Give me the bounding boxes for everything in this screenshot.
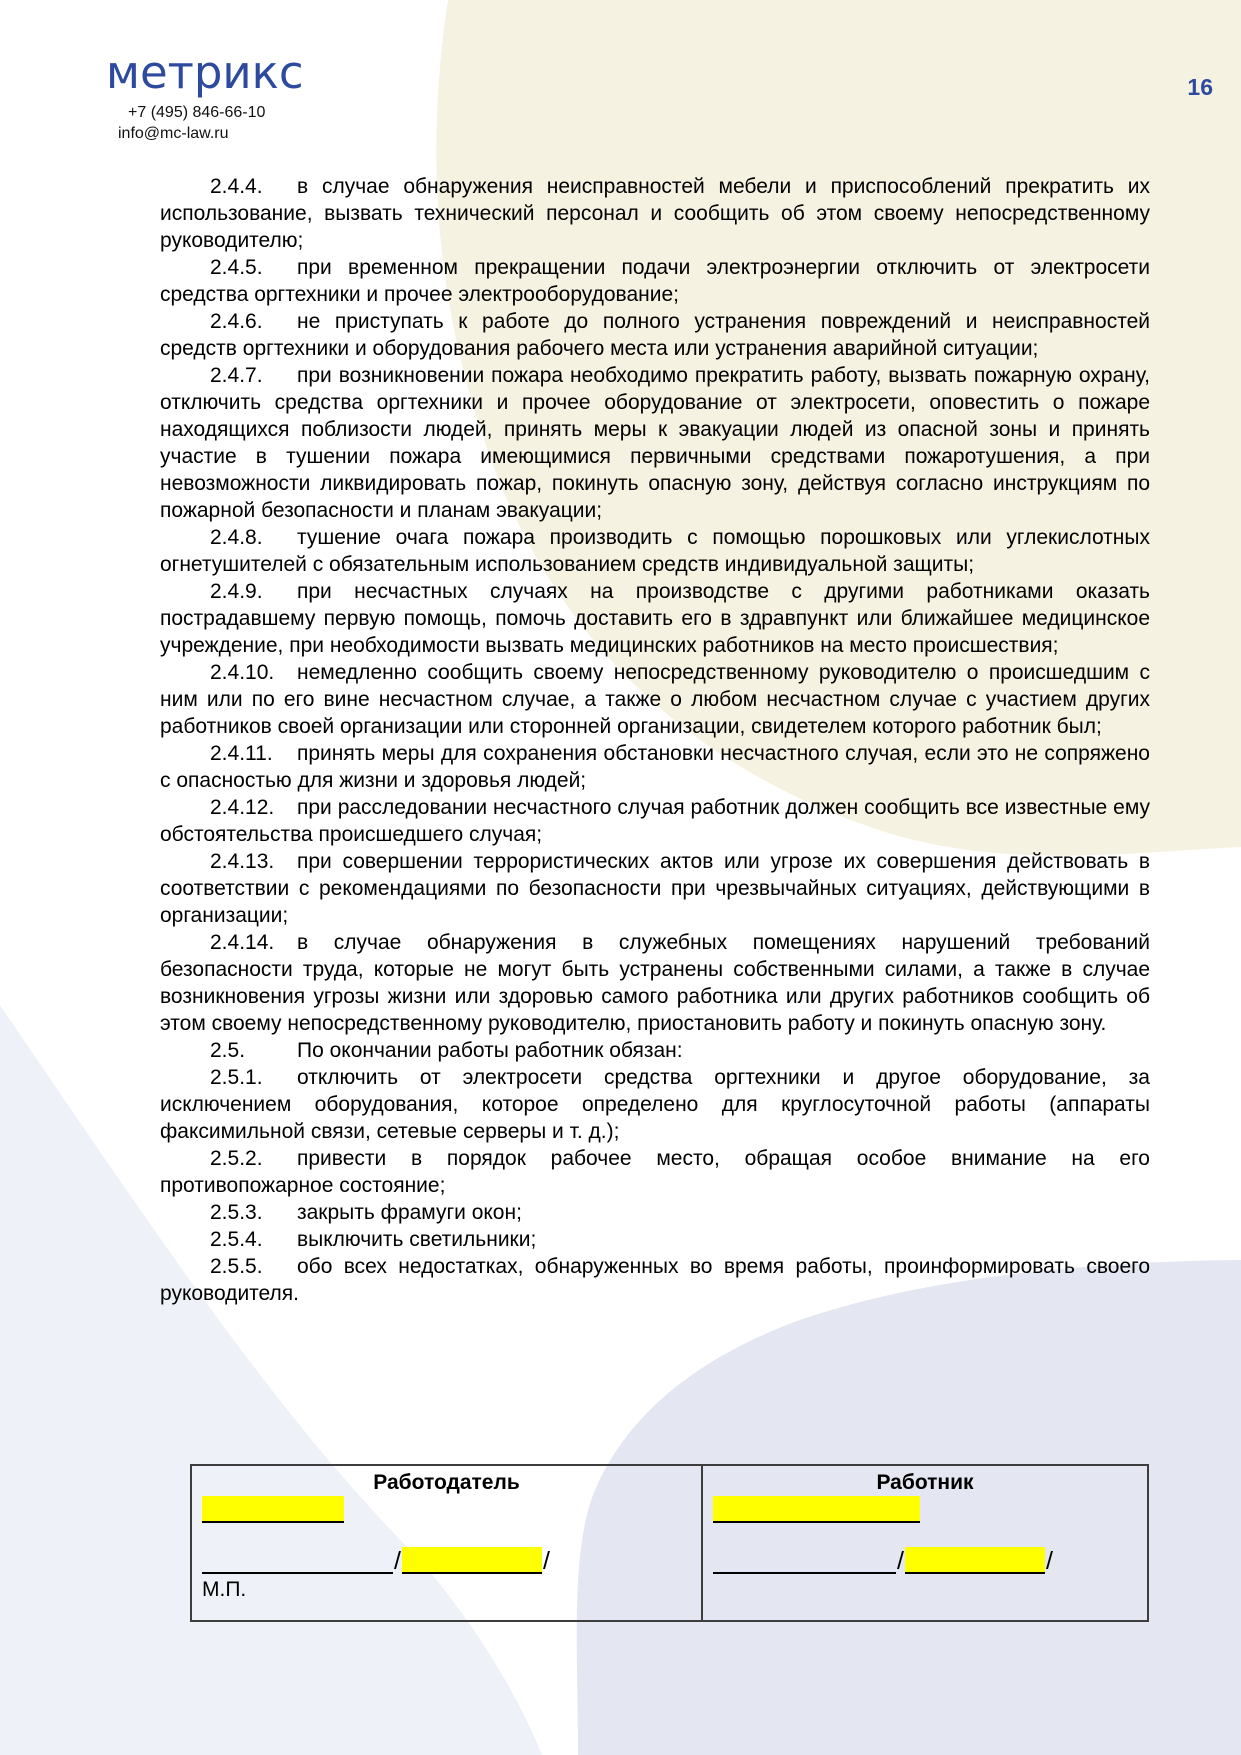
employee-fio-highlight-field[interactable] [905, 1547, 1045, 1574]
paragraph [160, 308, 1150, 362]
page-number: 16 [1187, 74, 1213, 100]
employee-signature-cell [703, 1466, 1147, 1620]
paragraph [160, 1199, 1150, 1226]
seal-label: М.П. [202, 1578, 247, 1601]
paragraph-text: обо всех недостатках, обнаруженных во время работы, проинформировать своего руководителя. [160, 1255, 1150, 1305]
paragraph-text: немедленно сообщить своему непосредственному руководителю о происшедшим с ним или по его вине несчастном случае, а также о любом несчастном случае с участием других работников своей организации или сторонней организации, свидетелем которого работник был; [160, 661, 1150, 738]
paragraph-number: 2.4.4. [210, 175, 263, 198]
paragraph-number: 2.5.4. [210, 1228, 263, 1251]
paragraph-text: при несчастных случаях на производстве с другими работниками оказать пострадавшему первую помощь, помочь доставить его в здравпункт или ближайшее медицинское учреждение, при необходимости вызвать медицинских работников на место происшествия; [160, 580, 1150, 657]
paragraph-number: 2.4.6. [210, 310, 263, 333]
paragraph-number: 2.4.14. [210, 931, 275, 954]
paragraph-number: 2.4.9. [210, 580, 263, 603]
paragraph-text: закрыть фрамуги окон; [297, 1201, 522, 1224]
paragraph-text: тушение очага пожара производить с помощью порошковых или углекислотных огнетушителей с обязательным использованием средств индивидуальной защиты; [160, 526, 1150, 576]
signature-table [190, 1464, 1149, 1622]
employer-signature-cell [192, 1466, 703, 1620]
paragraph-number: 2.5. [210, 1039, 246, 1062]
paragraph [160, 848, 1150, 929]
paragraph-number: 2.4.8. [210, 526, 263, 549]
paragraph [160, 740, 1150, 794]
brand-contact-block [118, 102, 265, 144]
paragraph-number: 2.4.11. [210, 742, 273, 765]
paragraph [160, 1037, 1150, 1064]
paragraph-text: отключить от электросети средства оргтехники и другое оборудование, за исключением оборудования, которое определено для круглосуточной работы (аппараты факсимильной связи, сетевые серверы и т. д.); [160, 1066, 1150, 1143]
employer-cell-title: Работодатель [373, 1471, 520, 1494]
paragraph-text: привести в порядок рабочее место, обращая особое внимание на его противопожарное состояние; [160, 1147, 1150, 1197]
paragraph-number: 2.4.7. [210, 364, 263, 387]
brand-logo: метрикс [106, 46, 304, 99]
employer-fio-highlight-field[interactable] [402, 1547, 542, 1574]
paragraph [160, 1226, 1150, 1253]
paragraph-text: в случае обнаружения неисправностей мебели и приспособлений прекратить их использование, вызвать технический персонал и сообщить об этом своему непосредственному руководителю; [160, 175, 1150, 252]
paragraph-text: не приступать к работе до полного устранения повреждений и неисправностей средств оргтехники и оборудования рабочего места или устранения аварийной ситуации; [160, 310, 1150, 360]
paragraph-text: при временном прекращении подачи электроэнергии отключить от электросети средства оргтехники и прочее электрооборудование; [160, 256, 1150, 306]
paragraph [160, 362, 1150, 524]
paragraph [160, 1064, 1150, 1145]
paragraph-text: принять меры для сохранения обстановки несчастного случая, если это не сопряжено с опасностью для жизни и здоровья людей; [160, 742, 1150, 792]
paragraph-number: 2.5.2. [210, 1147, 263, 1170]
employee-signature-row [713, 1545, 1147, 1574]
paragraph-text: при совершении террористических актов или угрозе их совершения действовать в соответствии с рекомендациями по безопасности при чрезвычайных ситуациях, действующими в организации; [160, 850, 1150, 927]
employer-name-highlight-field[interactable] [202, 1496, 344, 1523]
paragraph-number: 2.4.10. [210, 661, 275, 684]
slash-separator: / [394, 1547, 401, 1575]
paragraph [160, 1145, 1150, 1199]
paragraph-number: 2.4.13. [210, 850, 275, 873]
paragraph-number: 2.5.5. [210, 1255, 263, 1278]
paragraph-number: 2.5.3. [210, 1201, 263, 1224]
paragraph-text: при возникновении пожара необходимо прекратить работу, вызвать пожарную охрану, отключить средства оргтехники и прочее оборудование от электросети, оповестить о пожаре находящихся поблизости людей, принять меры к эвакуации людей из опасной зоны и принять участие в тушении пожара имеющимися первичными средствами пожаротушения, а при невозможности ликвидировать пожар, покинуть опасную зону, действуя согласно инструкциям по пожарной безопасности и планам эвакуации; [160, 364, 1150, 522]
slash-separator: / [542, 1547, 550, 1575]
paragraph [160, 173, 1150, 254]
paragraph-text: при расследовании несчастного случая работник должен сообщить все известные ему обстоятельства происшедшего случая; [160, 796, 1150, 846]
brand-phone: +7 (495) 846-66-10 [128, 104, 266, 121]
document-body [160, 173, 1150, 1307]
paragraph-text: выключить светильники; [297, 1228, 537, 1251]
paragraph [160, 1253, 1150, 1307]
employee-signature-line[interactable] [713, 1545, 896, 1574]
paragraph-number: 2.5.1. [210, 1066, 263, 1089]
slash-separator: / [1045, 1547, 1053, 1575]
paragraph [160, 578, 1150, 659]
paragraph [160, 659, 1150, 740]
paragraph-text: По окончании работы работник обязан: [297, 1039, 683, 1062]
paragraph [160, 254, 1150, 308]
employee-name-highlight-field[interactable] [713, 1496, 920, 1523]
paragraph [160, 524, 1150, 578]
paragraph-text: в случае обнаружения в служебных помещениях нарушений требований безопасности труда, которые не могут быть устранены собственными силами, а также в случае возникновения угрозы жизни или здоровью самого работника или других работников сообщить об этом своему непосредственному руководителю, приостановить работу и покинуть опасную зону. [160, 931, 1150, 1035]
employer-signature-row [202, 1545, 701, 1574]
brand-email: info@mc-law.ru [118, 125, 229, 142]
paragraph [160, 794, 1150, 848]
slash-separator: / [897, 1547, 904, 1575]
employee-cell-title: Работник [876, 1471, 974, 1494]
paragraph-number: 2.4.12. [210, 796, 275, 819]
paragraph [160, 929, 1150, 1037]
paragraph-number: 2.4.5. [210, 256, 263, 279]
employer-signature-line[interactable] [202, 1545, 393, 1574]
